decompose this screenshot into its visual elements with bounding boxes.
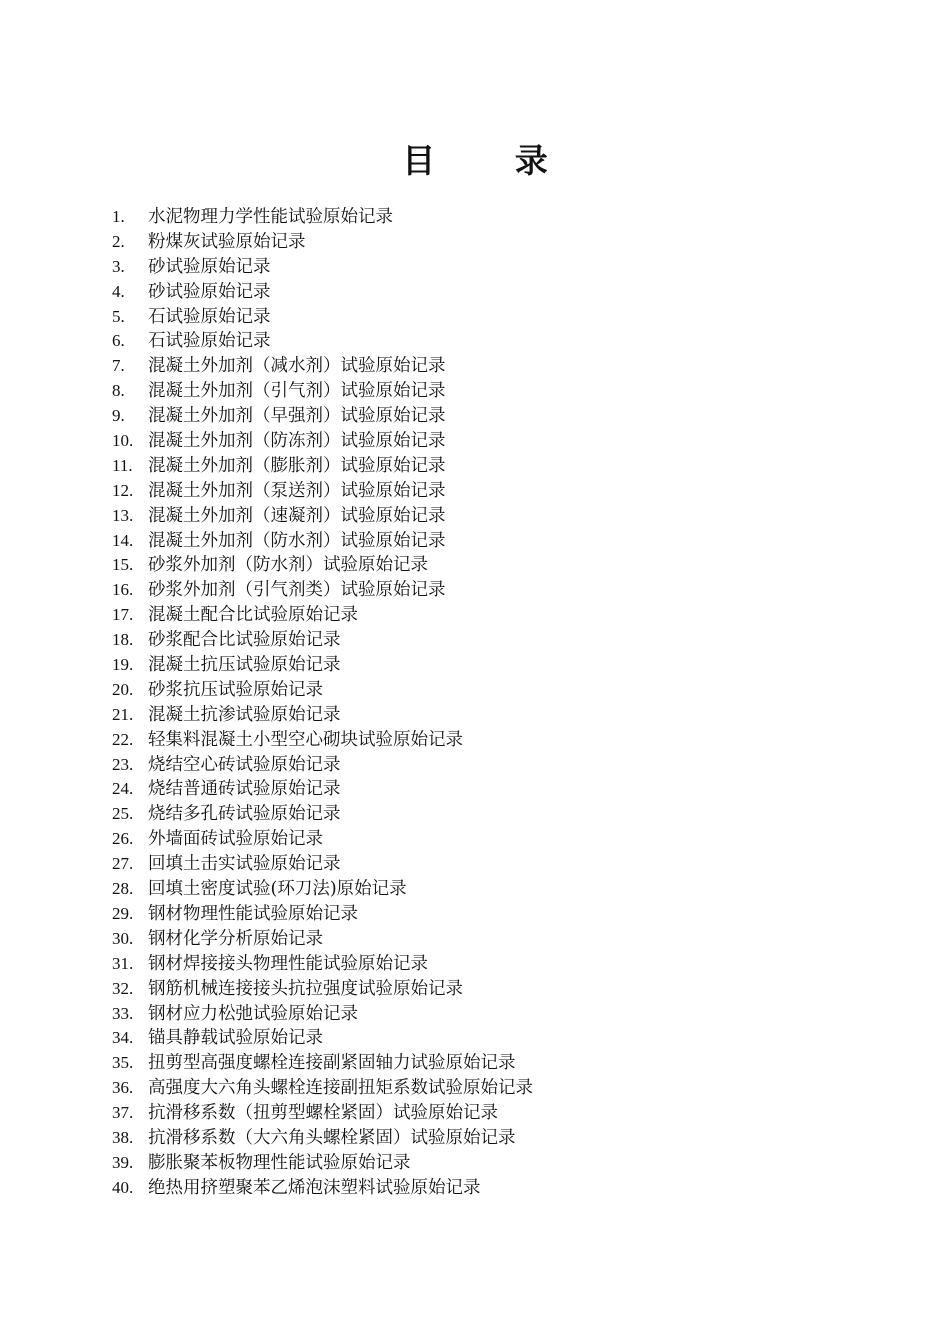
toc-item-number: 20. [112, 679, 134, 699]
toc-item-title: 钢筋机械连接接头抗拉强度试验原始记录 [148, 978, 463, 999]
toc-item [112, 902, 832, 927]
toc-item [112, 1002, 832, 1027]
toc-item-number: 8. [112, 381, 125, 401]
toc-item [112, 1026, 832, 1051]
toc-item-title: 抗滑移系数（大六角头螺栓紧固）试验原始记录 [148, 1127, 516, 1148]
toc-item-number: 38. [112, 1127, 134, 1147]
toc-item-number: 17. [112, 605, 134, 625]
toc-item-number: 39. [112, 1152, 134, 1172]
toc-item-number: 40. [112, 1177, 134, 1197]
toc-item [112, 305, 832, 330]
toc-item [112, 280, 832, 305]
toc-item-title: 轻集料混凝土小型空心砌块试验原始记录 [148, 729, 463, 750]
toc-item-number: 32. [112, 978, 134, 998]
toc-item-title: 混凝土外加剂（防冻剂）试验原始记录 [148, 431, 446, 452]
toc-item [112, 678, 832, 703]
toc-item-number: 14. [112, 530, 134, 550]
toc-item-title: 高强度大六角头螺栓连接副扭矩系数试验原始记录 [148, 1078, 533, 1099]
toc-item-number: 23. [112, 754, 134, 774]
toc-item-number: 12. [112, 480, 134, 500]
toc-item-number: 26. [112, 829, 134, 849]
toc-item-title: 烧结多孔砖试验原始记录 [148, 804, 341, 825]
toc-item-title: 钢材物理性能试验原始记录 [148, 903, 358, 924]
toc-item-title: 混凝土抗渗试验原始记录 [148, 704, 341, 725]
toc-item [112, 877, 832, 902]
toc-item [112, 578, 832, 603]
toc-item [112, 977, 832, 1002]
toc-item [112, 852, 832, 877]
toc-item-title: 混凝土外加剂（泵送剂）试验原始记录 [148, 480, 446, 501]
toc-item-title: 混凝土外加剂（膨胀剂）试验原始记录 [148, 455, 446, 476]
toc-item-number: 10. [112, 431, 134, 451]
toc-item-number: 24. [112, 779, 134, 799]
toc-item-title: 砂试验原始记录 [148, 256, 271, 277]
toc-item [112, 1051, 832, 1076]
toc-item [112, 429, 832, 454]
toc-item-title: 混凝土外加剂（早强剂）试验原始记录 [148, 406, 446, 427]
toc-item-title: 砂试验原始记录 [148, 281, 271, 302]
toc-item-title: 回填土击实试验原始记录 [148, 854, 341, 875]
toc-item-title: 混凝土抗压试验原始记录 [148, 655, 341, 676]
toc-item [112, 529, 832, 554]
toc-item [112, 777, 832, 802]
toc-item-title: 抗滑移系数（扭剪型螺栓紧固）试验原始记录 [148, 1103, 498, 1124]
toc-item-title: 烧结普通砖试验原始记录 [148, 779, 341, 800]
toc-item-title: 外墙面砖试验原始记录 [148, 829, 323, 850]
toc-item-title: 扭剪型高强度螺栓连接副紧固轴力试验原始记录 [148, 1053, 516, 1074]
toc-item [112, 728, 832, 753]
toc-item [112, 454, 832, 479]
toc-item [112, 354, 832, 379]
toc-item-title: 砂浆外加剂（引气剂类）试验原始记录 [148, 580, 446, 601]
toc-item-number: 4. [112, 281, 125, 301]
toc-item [112, 703, 832, 728]
toc-item-number: 27. [112, 854, 134, 874]
toc-item-number: 37. [112, 1103, 134, 1123]
toc-item-number: 29. [112, 903, 134, 923]
toc-item [112, 1176, 832, 1201]
toc-item-number: 1. [112, 207, 125, 226]
toc-item [112, 1126, 832, 1151]
toc-item-title: 砂浆抗压试验原始记录 [148, 679, 323, 700]
toc-item [112, 329, 832, 354]
toc-item-title: 混凝土配合比试验原始记录 [148, 605, 358, 626]
toc-item [112, 1101, 832, 1126]
toc-item-number: 6. [112, 331, 125, 351]
toc-item [112, 255, 832, 280]
toc-item-number: 13. [112, 505, 134, 525]
toc-item-number: 18. [112, 630, 134, 650]
toc-item [112, 653, 832, 678]
toc-item-number: 15. [112, 555, 134, 575]
toc-item-number: 16. [112, 580, 134, 600]
toc-item-title: 水泥物理力学性能试验原始记录 [148, 207, 393, 227]
table-of-contents [112, 205, 832, 1201]
toc-item-title: 膨胀聚苯板物理性能试验原始记录 [148, 1152, 411, 1173]
toc-item-title: 钢材焊接接头物理性能试验原始记录 [148, 953, 428, 974]
toc-item-number: 35. [112, 1053, 134, 1073]
toc-item-number: 25. [112, 804, 134, 824]
toc-item [112, 927, 832, 952]
toc-item-number: 21. [112, 704, 134, 724]
toc-item-title: 混凝土外加剂（减水剂）试验原始记录 [148, 356, 446, 377]
toc-item-number: 7. [112, 356, 125, 376]
toc-item-number: 2. [112, 231, 125, 251]
toc-item-title: 砂浆配合比试验原始记录 [148, 630, 341, 651]
toc-item-title: 回填土密度试验(环刀法)原始记录 [148, 879, 407, 900]
toc-item [112, 753, 832, 778]
toc-item-title: 混凝土外加剂（速凝剂）试验原始记录 [148, 505, 446, 526]
toc-item-number: 30. [112, 928, 134, 948]
toc-item-title: 烧结空心砖试验原始记录 [148, 754, 341, 775]
toc-item [112, 479, 832, 504]
toc-item-title: 石试验原始记录 [148, 331, 271, 352]
toc-item-number: 22. [112, 729, 134, 749]
toc-item [112, 952, 832, 977]
toc-item [112, 504, 832, 529]
toc-item-number: 5. [112, 306, 125, 326]
toc-item-title: 钢材化学分析原始记录 [148, 928, 323, 949]
toc-item-title: 混凝土外加剂（引气剂）试验原始记录 [148, 381, 446, 402]
toc-item [112, 553, 832, 578]
toc-item-title: 石试验原始记录 [148, 306, 271, 327]
toc-item-title: 混凝土外加剂（防水剂）试验原始记录 [148, 530, 446, 551]
toc-item [112, 230, 832, 255]
toc-item-number: 19. [112, 655, 134, 675]
toc-item-number: 28. [112, 879, 134, 899]
toc-item-number: 3. [112, 256, 125, 276]
toc-item [112, 1151, 832, 1176]
toc-item-number: 34. [112, 1028, 134, 1048]
toc-item [112, 379, 832, 404]
toc-item [112, 404, 832, 429]
toc-item-number: 31. [112, 953, 134, 973]
toc-item-number: 11. [112, 455, 133, 475]
page-title: 目 录 [402, 141, 582, 180]
toc-item-number: 33. [112, 1003, 134, 1023]
toc-item [112, 802, 832, 827]
toc-item-title: 锚具静载试验原始记录 [148, 1028, 323, 1049]
toc-item-title: 粉煤灰试验原始记录 [148, 231, 306, 252]
toc-item-title: 砂浆外加剂（防水剂）试验原始记录 [148, 555, 428, 576]
toc-item [112, 205, 832, 230]
toc-item-title: 绝热用挤塑聚苯乙烯泡沫塑料试验原始记录 [148, 1177, 481, 1198]
toc-item [112, 827, 832, 852]
toc-item-number: 9. [112, 406, 125, 426]
toc-item [112, 1076, 832, 1101]
toc-item [112, 603, 832, 628]
toc-item [112, 628, 832, 653]
toc-item-title: 钢材应力松弛试验原始记录 [148, 1003, 358, 1024]
toc-item-number: 36. [112, 1078, 134, 1098]
